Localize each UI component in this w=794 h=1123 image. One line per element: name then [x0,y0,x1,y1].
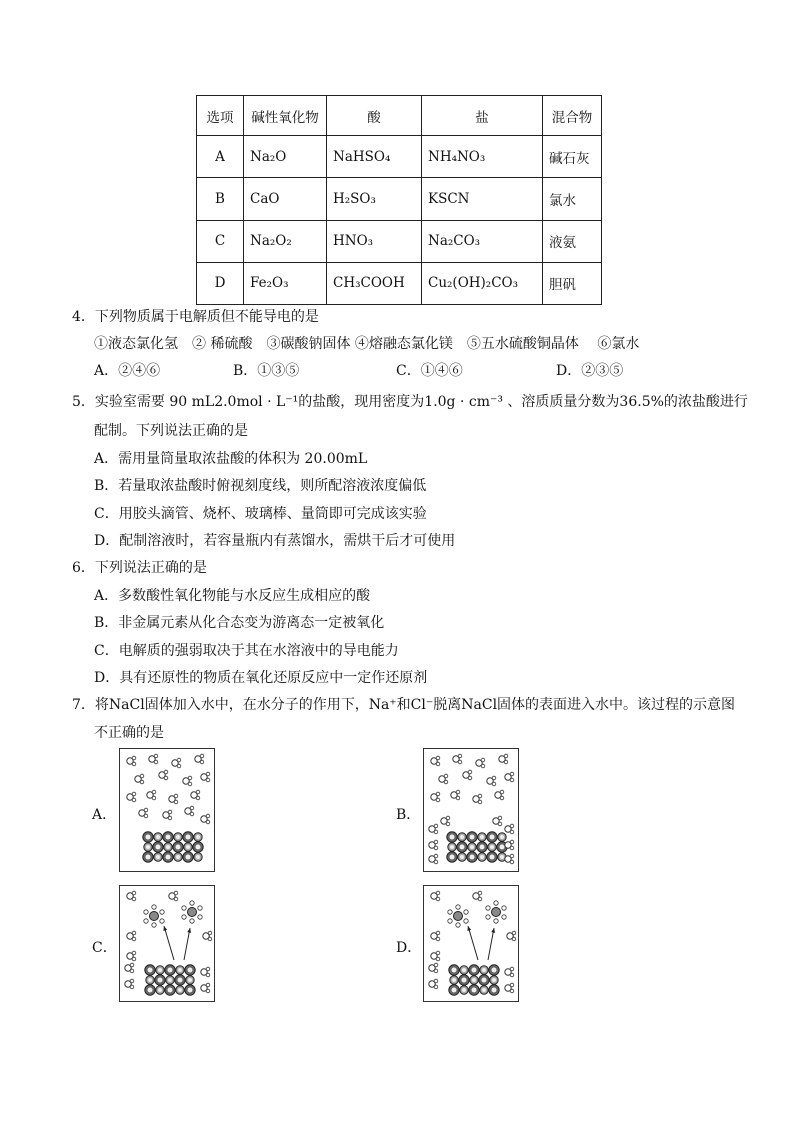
diagram-label-a: A． [92,807,117,823]
hydrated-ion [454,912,463,921]
diagram-d [423,885,519,1002]
arrow [164,926,174,960]
cell-mixture: 氯水 [543,178,602,220]
cell-option: A [197,136,244,178]
cell-salt: NH₄NO₃ [422,136,543,178]
q5-stem-line2: 配制。下列说法正确的是 [94,423,248,439]
cell-mixture: 液氨 [543,220,602,262]
table-row [197,220,602,262]
cell-salt: Na₂CO₃ [422,220,543,262]
q4-stem: 4．下列物质属于电解质但不能导电的是 [72,309,319,325]
cell-basic-oxide: Fe₂O₃ [244,262,327,304]
hydrated-ion [150,912,159,921]
q5-choice-d: D．配制溶液时，若容量瓶内有蒸馏水，需烘干后才可使用 [94,533,456,549]
arrow [488,928,494,960]
cell-acid: H₂SO₃ [327,178,422,220]
hydrated-ion [492,908,501,917]
diagram-c [119,885,215,1002]
q4-choice-d: D．②③⑤ [556,363,624,379]
q4-items: ①液态氯化氢 ② 稀硫酸 ③碳酸钠固体 ④熔融态氯化镁 ⑤五水硫酸铜晶体 ⑥氯水 [94,336,640,352]
hydrated-ion [188,908,197,917]
header-option: 选项 [197,96,244,136]
cell-basic-oxide: Na₂O [244,136,327,178]
cell-mixture: 碱石灰 [543,136,602,178]
cell-acid: CH₃COOH [327,262,422,304]
header-acid: 酸 [327,96,422,136]
diagram-label-d: D． [396,940,422,956]
options-table [196,95,602,305]
table-row [197,178,602,220]
q5-choice-c: C．用胶头滴管、烧杯、玻璃棒、量筒即可完成该实验 [94,506,427,522]
q6-choice-c: C．电解质的强弱取决于其在水溶液中的导电能力 [94,643,399,659]
header-mixture: 混合物 [543,96,602,136]
q4-choice-b: B．①③⑤ [233,363,300,379]
cell-basic-oxide: CaO [244,178,327,220]
cell-option: D [197,262,244,304]
cell-option: C [197,220,244,262]
diagram-label-c: C． [92,940,117,956]
table-header-row [197,96,602,136]
q5-stem-line1: 5．实验室需要 90 mL2.0mol · L⁻¹的盐酸，现用密度为1.0g · cm⁻³ 、溶质质量分数为36.5%的浓盐酸进行 [72,394,748,410]
cell-acid: NaHSO₄ [327,136,422,178]
q6-choice-a: A．多数酸性氧化物能与水反应生成相应的酸 [94,588,371,604]
q7-stem-line2: 不正确的是 [94,725,164,741]
header-basic-oxide: 碱性氧化物 [244,96,327,136]
q5-choice-a: A．需用量筒量取浓盐酸的体积为 20.00mL [94,451,368,467]
q6-stem: 6．下列说法正确的是 [72,560,207,576]
cell-mixture: 胆矾 [543,262,602,304]
q4-choice-a: A．②④⑥ [94,363,161,379]
q4-choice-c: C．①④⑥ [396,363,463,379]
arrow [184,928,190,960]
diagram-a [119,748,215,872]
diagram-b [423,748,519,872]
q6-choice-b: B．非金属元素从化合态变为游离态一定被氧化 [94,615,385,631]
cell-acid: HNO₃ [327,220,422,262]
cell-salt: KSCN [422,178,543,220]
q7-stem-line1: 7．将NaCl固体加入水中，在水分子的作用下，Na⁺和Cl⁻脱离NaCl固体的表面进入水中。该过程的示意图 [72,697,736,713]
header-salt: 盐 [422,96,543,136]
q6-choice-d: D．具有还原性的物质在氧化还原反应中一定作还原剂 [94,670,428,686]
table-row [197,262,602,304]
arrow [468,926,478,960]
diagram-label-b: B． [396,807,421,823]
table-row [197,136,602,178]
cell-basic-oxide: Na₂O₂ [244,220,327,262]
q5-choice-b: B．若量取浓盐酸时俯视刻度线，则所配溶液浓度偏低 [94,478,427,494]
cell-salt: Cu₂(OH)₂CO₃ [422,262,543,304]
cell-option: B [197,178,244,220]
